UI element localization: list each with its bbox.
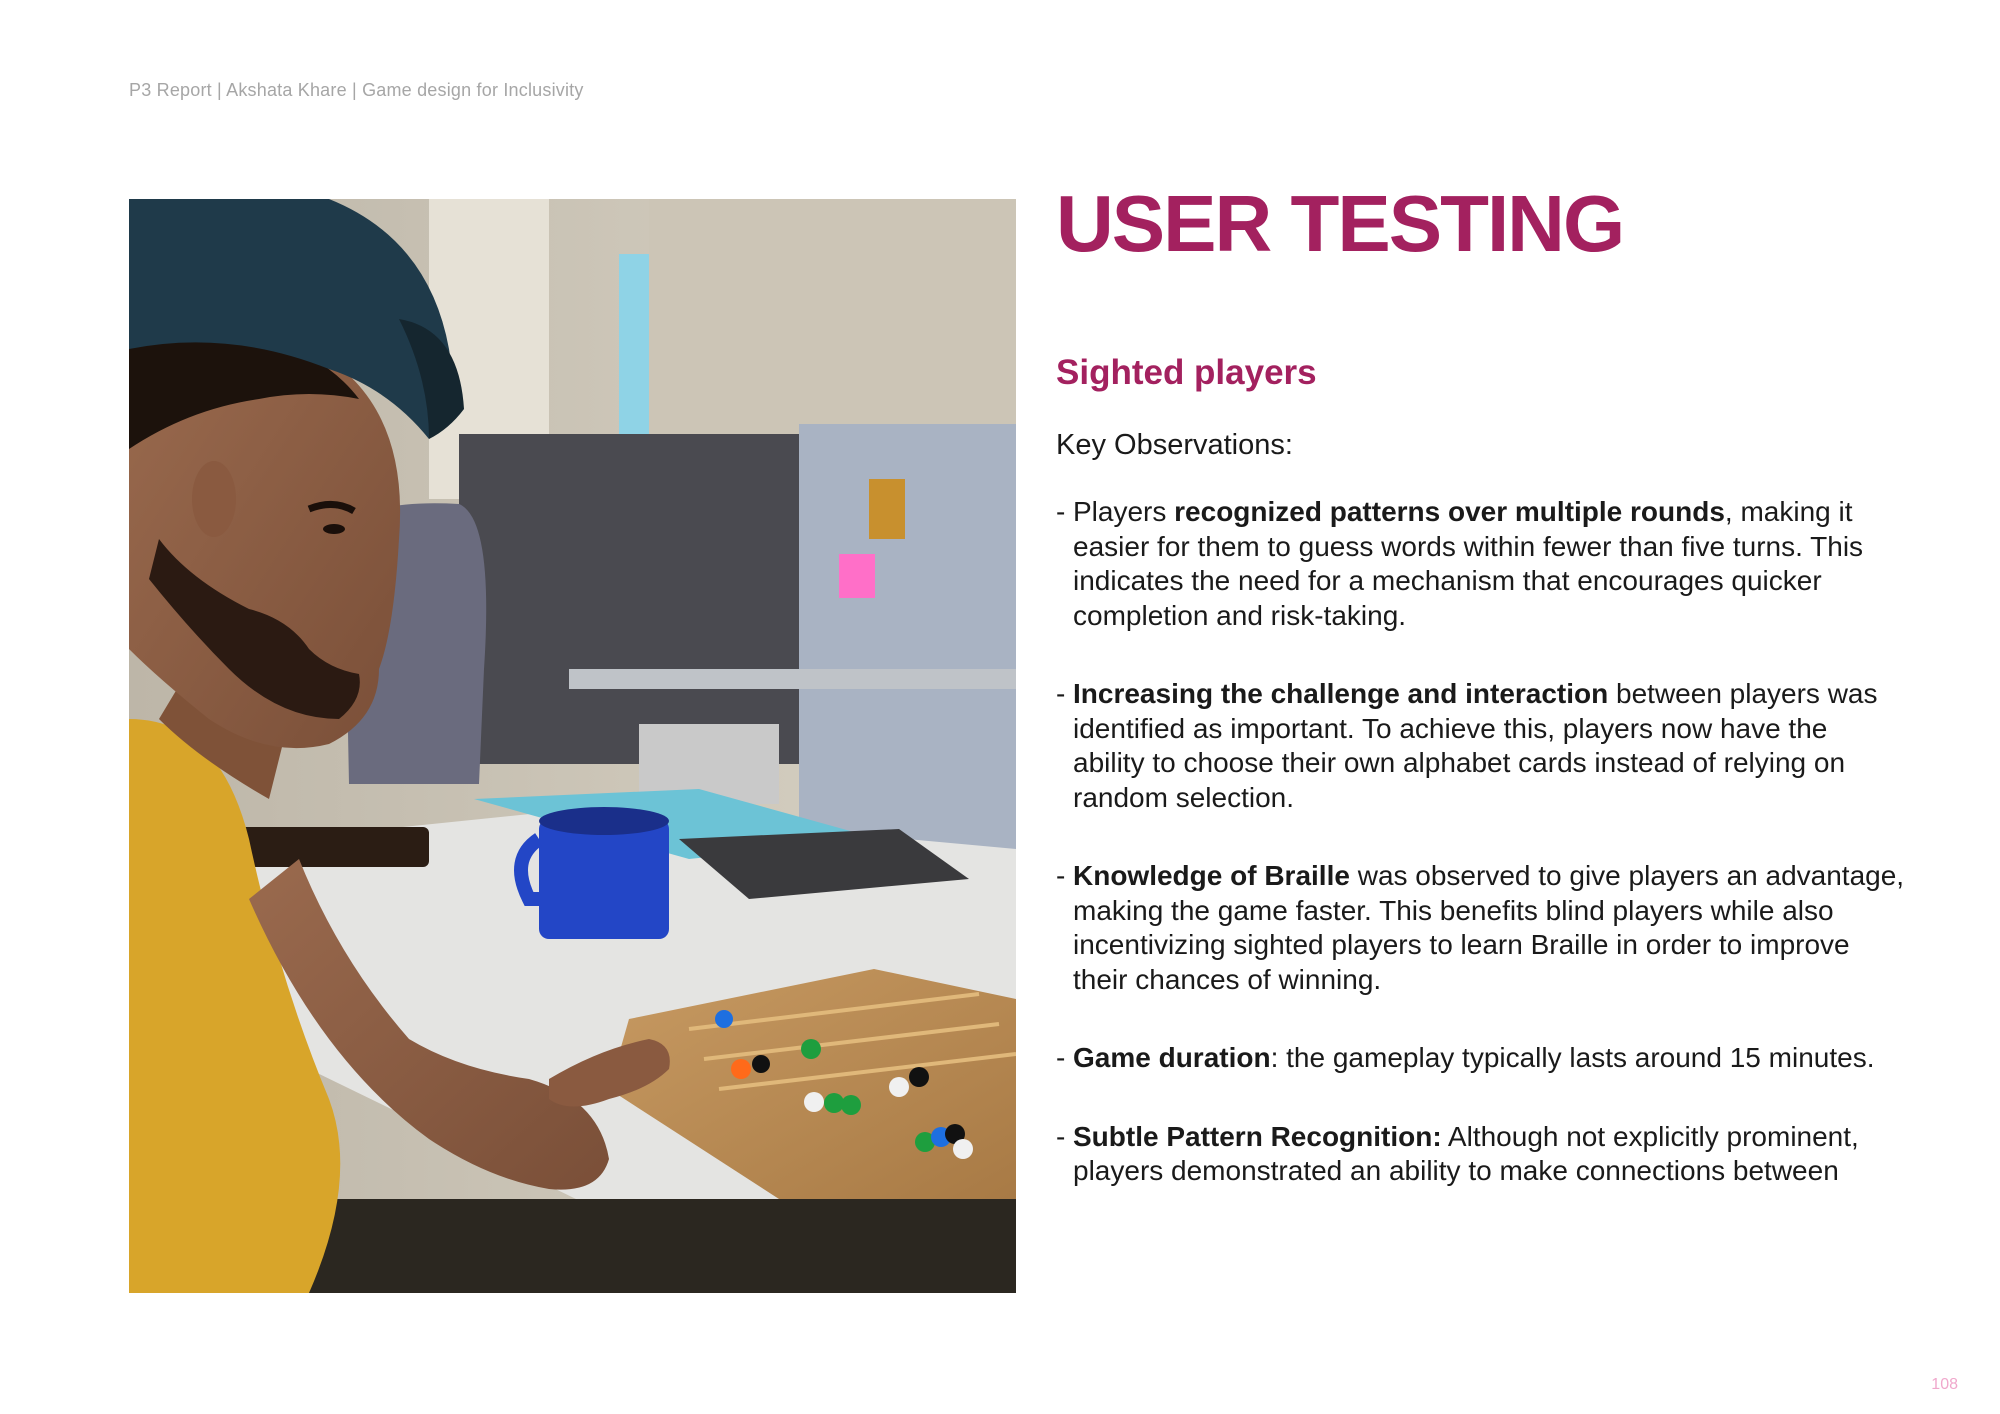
running-header: P3 Report | Akshata Khare | Game design for Inclusivity (129, 80, 584, 100)
observations-list (1056, 495, 1906, 1233)
key-observations-lead: Key Observations: (1056, 429, 1293, 461)
observation-item: - Increasing the challenge and interaction between players was identified as important. To achieve this, players now have the ability to choose their own alphabet cards instead of relying on random selection. (1056, 678, 1878, 813)
observation-item: - Game duration: the gameplay typically lasts around 15 minutes. (1056, 1042, 1875, 1073)
user-testing-photo (129, 199, 1016, 1293)
section-subtitle: Sighted players (1056, 353, 1317, 392)
photo-illustration (129, 199, 1016, 1293)
observation-item: - Players recognized patterns over multiple rounds, making it easier for them to guess words within fewer than five turns. This indicates the need for a mechanism that encourages quicker completion and risk-taking. (1056, 496, 1864, 631)
page-number: 108 (1931, 1376, 1958, 1393)
observation-item: - Knowledge of Braille was observed to give players an advantage, making the game faster. This benefits blind players while also incentivizing sighted players to learn Braille in order to improve their chances of winning. (1056, 860, 1905, 995)
observation-item: - Subtle Pattern Recognition: Although not explicitly prominent, players demonstrated an ability to make connections between (1056, 1120, 1859, 1186)
page-title: USER TESTING (1056, 179, 1624, 268)
